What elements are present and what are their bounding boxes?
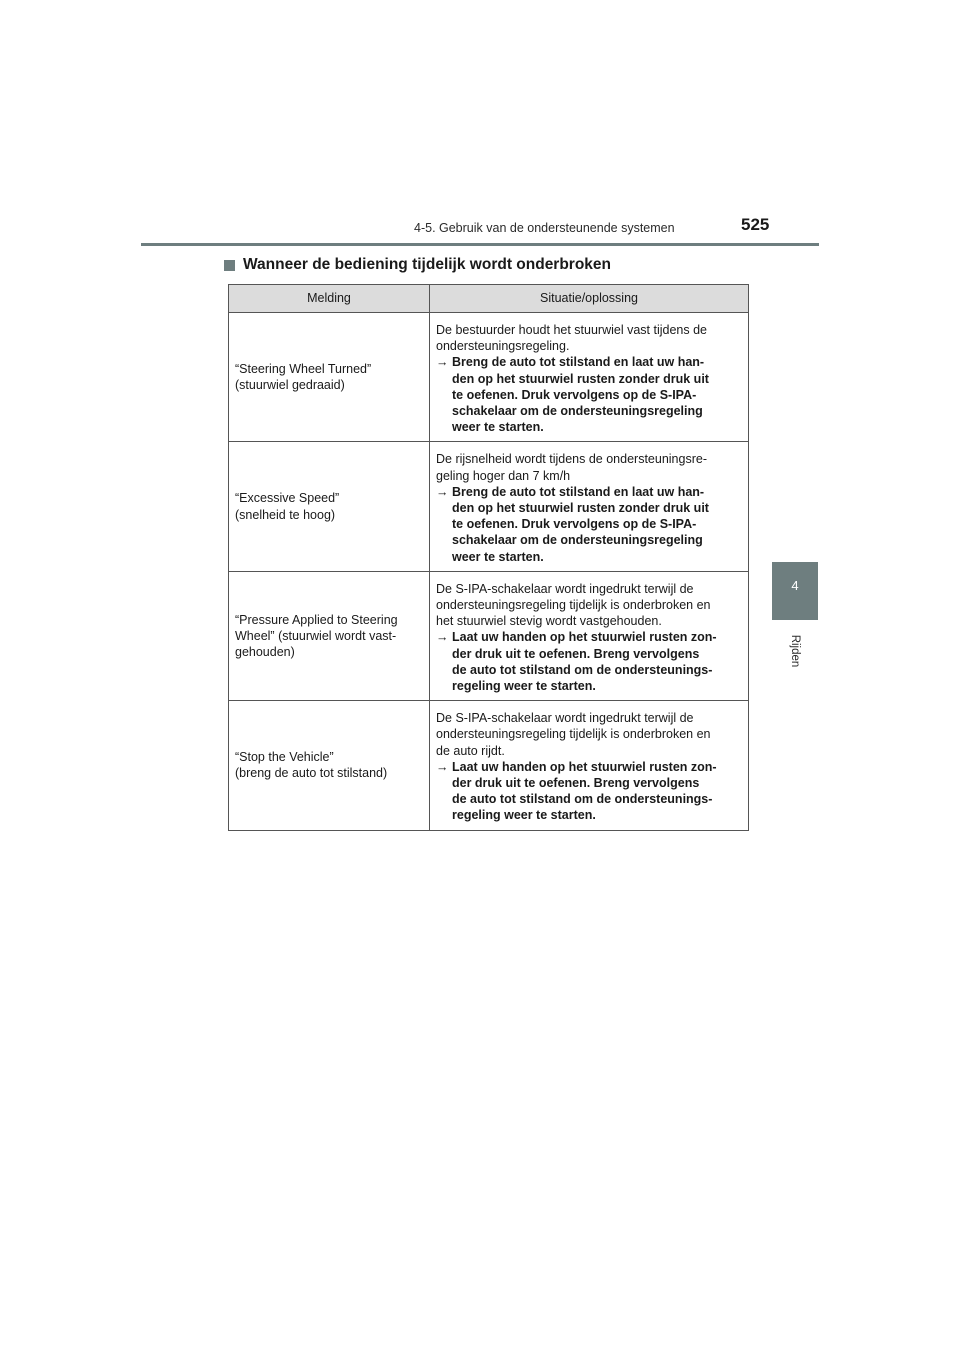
situation-line: De bestuurder houdt het stuurwiel vast tijdens de — [436, 323, 707, 337]
action-instruction — [436, 629, 742, 694]
message-line: “Stop the Vehicle” — [235, 750, 334, 765]
chapter-section-title: 4-5. Gebruik van de ondersteunende systemen — [414, 221, 675, 235]
action-line: de auto tot stilstand om de ondersteunings- — [452, 792, 713, 807]
message-line: “Steering Wheel Turned” — [235, 362, 372, 376]
action-line: schakelaar om de ondersteuningsregeling — [452, 404, 703, 419]
arrow-icon: → — [436, 355, 449, 370]
action-text — [452, 354, 742, 435]
message-line: Wheel” (stuurwiel wordt vast- — [235, 628, 397, 643]
action-instruction — [436, 759, 742, 824]
situation-line: De rijsnelheid wordt tijdens de ondersteuningsre- — [436, 452, 707, 467]
chapter-label-area — [772, 626, 818, 676]
situation-line: ondersteuningsregeling tijdelijk is onderbroken en — [436, 598, 711, 613]
action-line: de auto tot stilstand om de ondersteunings- — [452, 662, 713, 677]
chapter-label: Rijden — [789, 634, 801, 668]
action-line: te oefenen. Druk vervolgens op de S-IPA- — [452, 387, 697, 402]
action-instruction — [436, 354, 742, 435]
column-header-message: Melding — [229, 285, 430, 313]
message-line: (breng de auto tot stilstand) — [235, 766, 388, 781]
situation-line: De S-IPA-schakelaar wordt ingedrukt terwijl de — [436, 581, 694, 596]
action-line: der druk uit te oefenen. Breng vervolgens — [452, 776, 700, 791]
action-line: schakelaar om de ondersteuningsregeling — [452, 533, 703, 548]
action-line: Breng de auto tot stilstand en laat uw han- — [452, 355, 705, 370]
message-cell — [229, 571, 430, 700]
page-number: 525 — [741, 215, 770, 234]
message-line: (snelheid te hoog) — [235, 507, 336, 522]
section-heading-text: Wanneer de bediening tijdelijk wordt onderbroken — [243, 256, 612, 273]
situation-cell — [430, 701, 749, 830]
arrow-icon: → — [436, 759, 449, 774]
action-line: regeling weer te starten. — [452, 679, 596, 694]
arrow-icon: → — [436, 630, 449, 645]
message-line: gehouden) — [235, 645, 295, 660]
action-text — [452, 484, 742, 565]
action-line: den op het stuurwiel rusten zonder druk uit — [452, 371, 709, 386]
action-line: Breng de auto tot stilstand en laat uw han- — [452, 484, 705, 499]
table-row — [229, 701, 749, 830]
action-line: den op het stuurwiel rusten zonder druk uit — [452, 501, 709, 516]
message-cell — [229, 313, 430, 442]
situation-line: ondersteuningsregeling tijdelijk is onderbroken en — [436, 727, 711, 742]
action-line: der druk uit te oefenen. Breng vervolgens — [452, 646, 700, 661]
section-heading — [224, 256, 611, 274]
table-row — [229, 442, 749, 571]
action-text — [452, 629, 742, 694]
action-text — [452, 759, 742, 824]
column-header-situation: Situatie/oplossing — [430, 285, 749, 313]
situation-cell — [430, 313, 749, 442]
situation-cell — [430, 442, 749, 571]
situation-line: De S-IPA-schakelaar wordt ingedrukt terwijl de — [436, 711, 694, 726]
situation-line: het stuurwiel stevig wordt vastgehouden. — [436, 614, 662, 629]
table-row — [229, 571, 749, 700]
situation-line: geling hoger dan 7 km/h — [436, 468, 571, 483]
action-line: weer te starten. — [452, 549, 544, 564]
message-table — [228, 284, 749, 831]
arrow-icon: → — [436, 484, 449, 499]
header-divider — [141, 243, 819, 246]
action-line: te oefenen. Druk vervolgens op de S-IPA- — [452, 517, 697, 532]
action-line: weer te starten. — [452, 420, 544, 435]
message-line: “Pressure Applied to Steering — [235, 612, 398, 627]
action-instruction — [436, 484, 742, 565]
table-row — [229, 313, 749, 442]
action-line: Laat uw handen op het stuurwiel rusten zon- — [452, 759, 717, 774]
message-cell — [229, 701, 430, 830]
action-line: Laat uw handen op het stuurwiel rusten zon- — [452, 630, 717, 645]
chapter-number: 4 — [791, 578, 799, 593]
table-header-row — [229, 285, 749, 313]
message-line: (stuurwiel gedraaid) — [235, 378, 345, 393]
message-line: “Excessive Speed” — [235, 491, 340, 506]
square-bullet-icon — [224, 260, 235, 271]
chapter-tab — [772, 562, 818, 620]
situation-line: ondersteuningsregeling. — [436, 339, 570, 354]
situation-cell — [430, 571, 749, 700]
message-cell — [229, 442, 430, 571]
situation-line: de auto rijdt. — [436, 743, 505, 758]
action-line: regeling weer te starten. — [452, 808, 596, 823]
